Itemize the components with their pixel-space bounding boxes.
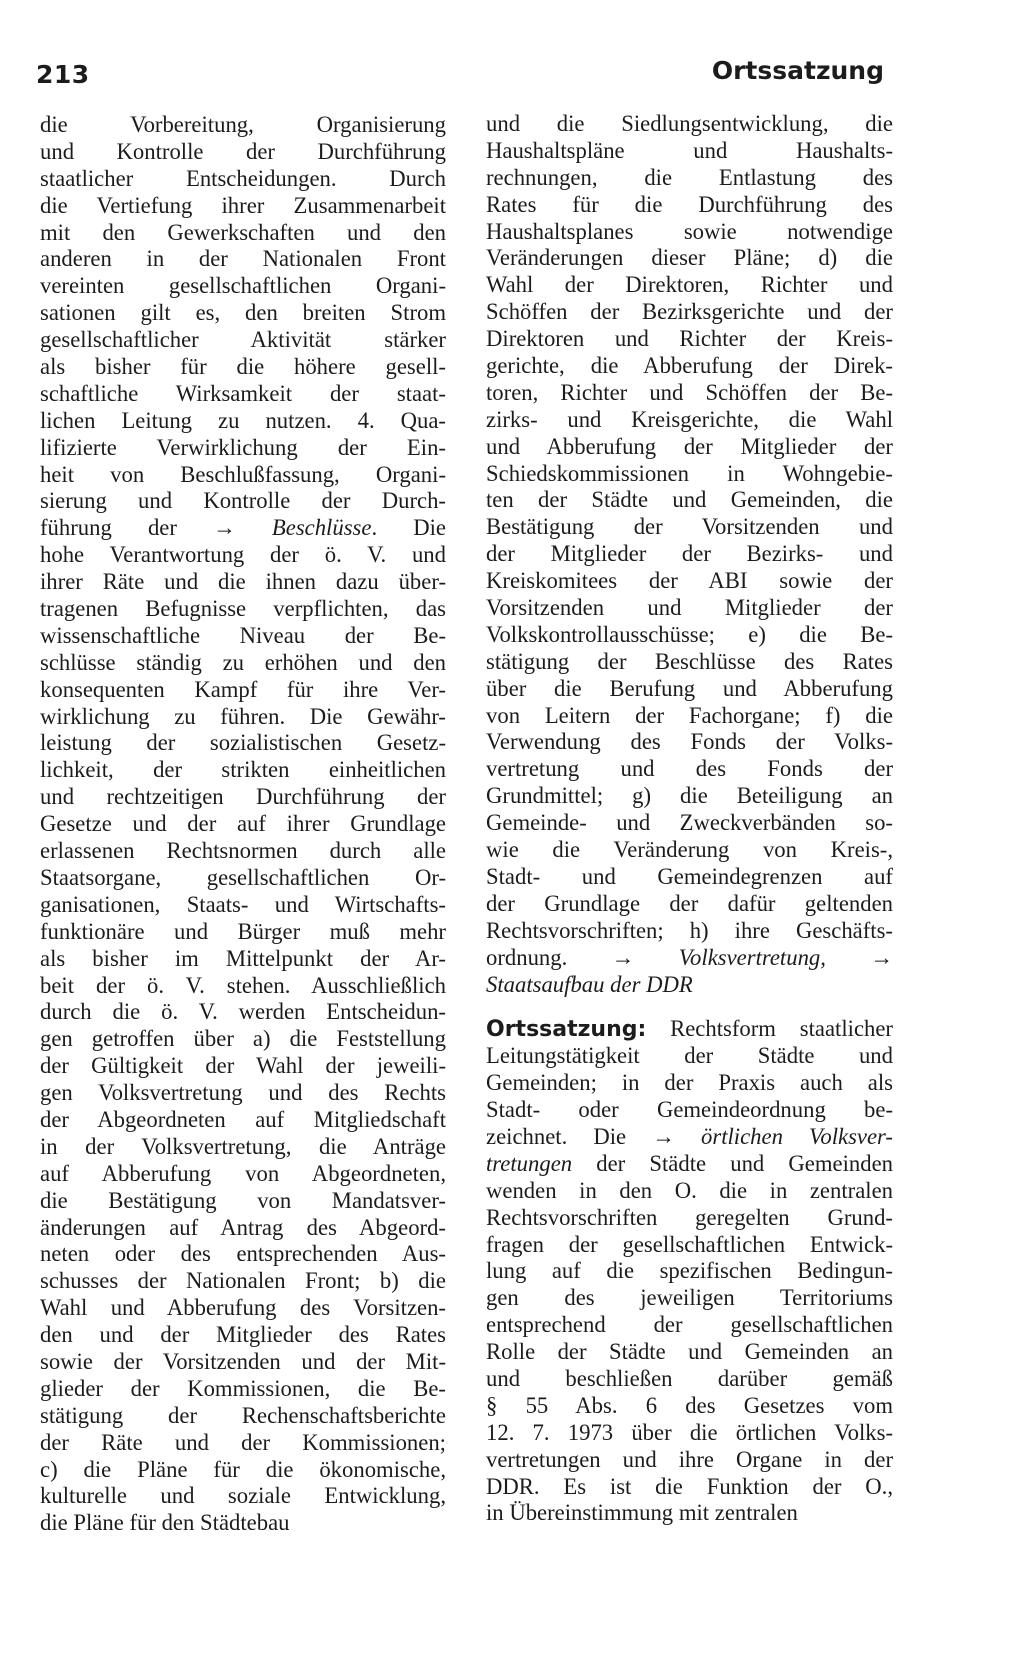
text-segment: entsprechend der gesellschaftlichen	[486, 1312, 893, 1338]
text-segment: kulturelle und soziale Entwicklung,	[40, 1483, 446, 1509]
text-line	[486, 272, 893, 299]
text-segment: gen des jeweiligen Territoriums	[486, 1285, 893, 1311]
text-line	[40, 1483, 446, 1510]
text-segment: der Abgeordneten auf Mitgliedschaft	[40, 1106, 446, 1132]
text-segment: § 55 Abs. 6 des Gesetzes vom	[486, 1392, 893, 1418]
text-segment: sationen gilt es, den breiten Strom	[40, 300, 446, 326]
text-line	[486, 165, 893, 192]
text-segment: der Gültigkeit der Wahl der jeweili-	[40, 1053, 446, 1079]
text-segment: schlüsse ständig zu erhöhen und den	[40, 649, 446, 675]
text-segment: auf Abberufung von Abgeordneten,	[40, 1160, 446, 1186]
text-segment: gerichte, die Abberufung der Direk-	[486, 353, 893, 379]
text-line	[486, 1339, 893, 1366]
text-line	[40, 1403, 446, 1430]
text-segment: hohe Verantwortung der ö. V. und	[40, 542, 446, 568]
text-segment: ihrer Räte und die ihnen dazu über-	[40, 569, 446, 595]
text-line	[486, 541, 893, 568]
text-line	[486, 138, 893, 165]
text-segment: in Übereinstimmung mit zentralen	[486, 1500, 798, 1526]
text-segment: der Mitglieder der Bezirks- und	[486, 541, 893, 567]
text-line	[40, 408, 446, 435]
text-segment: Rates für die Durchführung des	[486, 191, 893, 217]
text-segment: die Pläne für den Städtebau	[40, 1510, 290, 1536]
cross-reference: örtlichen Volksver-	[701, 1123, 893, 1149]
text-line	[40, 166, 446, 193]
text-line	[486, 353, 893, 380]
text-line	[486, 1393, 893, 1420]
text-line	[486, 783, 893, 810]
text-line	[486, 1258, 893, 1285]
arrow-icon: →	[213, 515, 272, 541]
text-segment: Bestätigung der Vorsitzenden und	[486, 514, 893, 540]
text-line	[40, 677, 446, 704]
entry-separator	[486, 998, 893, 1016]
text-line	[40, 757, 446, 784]
text-segment: wie die Veränderung von Kreis-,	[486, 837, 893, 863]
text-segment: stätigung der Beschlüsse des Rates	[486, 648, 893, 674]
text-line	[486, 1447, 893, 1474]
text-segment: 12. 7. 1973 über die örtlichen Volks-	[486, 1419, 893, 1445]
text-segment: Wahl und Abberufung des Vorsitzen-	[40, 1295, 446, 1321]
text-line	[40, 300, 446, 327]
text-segment: Haushaltsplanes sowie notwendige	[486, 218, 893, 244]
text-line	[486, 703, 893, 730]
text-segment: und rechtzeitigen Durchführung der	[40, 784, 446, 810]
text-segment: gen getroffen über a) die Feststellung	[40, 1026, 446, 1052]
text-segment: Verwendung des Fonds der Volks-	[486, 729, 893, 755]
text-segment: stätigung der Rechenschaftsberichte	[40, 1402, 446, 1428]
dictionary-entry	[486, 1016, 893, 1527]
cross-reference: tretungen	[486, 1150, 573, 1176]
right-column	[486, 111, 893, 1527]
text-segment: erlassenen Rechtsnormen durch alle	[40, 838, 446, 864]
text-line	[40, 1349, 446, 1376]
text-segment: vertretungen und ihre Organe in der	[486, 1446, 893, 1472]
text-segment: den und der Mitglieder des Rates	[40, 1322, 446, 1348]
text-segment: glieder der Kommissionen, die Be-	[40, 1375, 446, 1401]
text-line	[486, 326, 893, 353]
text-line	[40, 919, 446, 946]
text-segment: funktionäre und Bürger muß mehr	[40, 918, 446, 944]
text-segment: die Vorbereitung, Organisierung	[40, 112, 446, 137]
text-line	[40, 650, 446, 677]
text-segment: über die Berufung und Abberufung	[486, 675, 893, 701]
text-line	[486, 945, 893, 972]
text-segment: als bisher für die höhere gesell-	[40, 354, 446, 380]
text-line	[40, 515, 446, 542]
text-line	[486, 434, 893, 461]
text-line	[40, 1510, 446, 1537]
text-line	[40, 193, 446, 220]
text-line	[486, 891, 893, 918]
arrow-icon: →	[652, 1123, 702, 1149]
text-line	[40, 596, 446, 623]
text-line	[40, 462, 446, 489]
left-column	[40, 112, 446, 1537]
text-line	[40, 946, 446, 973]
text-line	[40, 838, 446, 865]
text-line	[486, 918, 893, 945]
text-line	[486, 245, 893, 272]
text-line	[40, 1457, 446, 1484]
text-line	[486, 837, 893, 864]
text-segment: Staatsorgane, gesellschaftlichen Or-	[40, 864, 446, 890]
text-segment: tragenen Befugnisse verpflichten, das	[40, 596, 446, 622]
text-segment: Direktoren und Richter der Kreis-	[486, 326, 893, 352]
text-line	[40, 1026, 446, 1053]
text-line	[40, 139, 446, 166]
text-line	[40, 865, 446, 892]
text-line	[40, 1053, 446, 1080]
page-number: 213	[36, 60, 90, 89]
text-line	[486, 514, 893, 541]
cross-reference: Staatsaufbau der DDR	[486, 971, 693, 997]
text-line	[40, 1161, 446, 1188]
text-segment: schusses der Nationalen Front; b) die	[40, 1268, 446, 1294]
text-segment: Kreiskomitees der ABI sowie der	[486, 568, 893, 594]
text-line	[486, 1500, 893, 1527]
text-segment: zeichnet. Die	[486, 1123, 653, 1149]
text-segment: Leitungstätigkeit der Städte und	[486, 1043, 893, 1069]
text-line	[486, 1151, 893, 1178]
cross-reference: Volksvertretung,	[678, 944, 826, 970]
text-segment: durch die ö. V. werden Entscheidun-	[40, 999, 446, 1025]
text-segment: Wahl der Direktoren, Richter und	[486, 272, 893, 298]
text-segment: →	[825, 944, 894, 970]
text-line	[486, 595, 893, 622]
text-line	[40, 892, 446, 919]
text-segment: zirks- und Kreisgerichte, die Wahl	[486, 406, 893, 432]
text-line	[40, 811, 446, 838]
text-line	[40, 730, 446, 757]
text-segment: Schöffen der Bezirksgerichte und der	[486, 299, 893, 325]
text-segment: der Städte und Gemeinden	[572, 1150, 893, 1176]
text-segment: schaftliche Wirksamkeit der staat-	[40, 380, 446, 406]
text-segment: heit von Beschlußfassung, Organi-	[40, 461, 446, 487]
text-segment: und Abberufung der Mitglieder der	[486, 433, 893, 459]
text-segment: Rolle der Städte und Gemeinden an	[486, 1339, 893, 1365]
text-line	[40, 354, 446, 381]
text-line	[40, 1107, 446, 1134]
text-segment: Vorsitzenden und Mitglieder der	[486, 595, 893, 621]
text-segment: änderungen auf Antrag des Abgeord-	[40, 1214, 446, 1240]
text-segment: Gesetze und der auf ihrer Grundlage	[40, 811, 446, 837]
text-segment: und beschließen darüber gemäß	[486, 1365, 893, 1391]
text-segment: sierung und Kontrolle der Durch-	[40, 488, 446, 514]
text-segment: die Bestätigung von Mandatsver-	[40, 1187, 446, 1213]
text-segment: vertretung und des Fonds der	[486, 756, 893, 782]
text-line	[486, 1016, 893, 1043]
text-segment: die Vertiefung ihrer Zusammenarbeit	[40, 192, 446, 218]
text-line	[40, 1322, 446, 1349]
text-line	[40, 999, 446, 1026]
text-segment: . Die	[371, 515, 446, 541]
text-segment: Veränderungen dieser Pläne; d) die	[486, 245, 893, 271]
text-segment: Stadt- oder Gemeindeordnung be-	[486, 1097, 893, 1123]
text-segment: wenden in den O. die in zentralen	[486, 1177, 893, 1203]
text-segment: und die Siedlungsentwicklung, die	[486, 111, 893, 136]
text-segment: gesellschaftlicher Aktivität stärker	[40, 327, 446, 353]
text-line	[486, 1097, 893, 1124]
text-segment: sowie der Vorsitzenden und der Mit-	[40, 1348, 446, 1374]
text-line	[486, 219, 893, 246]
text-segment: toren, Richter und Schöffen der Be-	[486, 379, 893, 405]
text-line	[40, 112, 446, 139]
text-segment: lung auf die spezifischen Bedingun-	[486, 1258, 893, 1284]
text-line	[486, 1312, 893, 1339]
text-line	[486, 1070, 893, 1097]
text-line	[486, 461, 893, 488]
text-segment: anderen in der Nationalen Front	[40, 246, 446, 272]
text-line	[486, 192, 893, 219]
text-segment: ordnung.	[486, 944, 612, 970]
text-line	[486, 1285, 893, 1312]
text-segment: Gemeinden; in der Praxis auch als	[486, 1070, 893, 1096]
text-segment: Haushaltspläne und Haushalts-	[486, 137, 893, 163]
text-line	[40, 784, 446, 811]
text-line	[486, 1043, 893, 1070]
text-line	[486, 1232, 893, 1259]
right-column-continuation	[486, 111, 893, 998]
text-line	[486, 729, 893, 756]
text-segment: ten der Städte und Gemeinden, die	[486, 487, 893, 513]
text-segment: neten oder des entsprechenden Aus-	[40, 1241, 446, 1267]
text-segment: DDR. Es ist die Funktion der O.,	[486, 1473, 893, 1499]
text-line	[486, 1178, 893, 1205]
text-line	[40, 704, 446, 731]
text-segment: in der Volksvertretung, die Anträge	[40, 1133, 446, 1159]
text-line	[40, 1188, 446, 1215]
text-segment: gen Volksvertretung und des Rechts	[40, 1080, 446, 1106]
text-segment: c) die Pläne für die ökonomische,	[40, 1456, 446, 1482]
text-line	[486, 487, 893, 514]
text-line	[40, 273, 446, 300]
text-line	[486, 864, 893, 891]
text-segment: fragen der gesellschaftlichen Entwick-	[486, 1231, 893, 1257]
text-line	[486, 649, 893, 676]
text-line	[486, 1420, 893, 1447]
text-segment: von Leitern der Fachorgane; f) die	[486, 702, 893, 728]
text-line	[486, 1124, 893, 1151]
text-segment: wissenschaftliche Niveau der Be-	[40, 622, 446, 648]
text-line	[40, 1215, 446, 1242]
text-segment: und Kontrolle der Durchführung	[40, 138, 446, 164]
text-line	[486, 407, 893, 434]
text-segment: der Räte und der Kommissionen;	[40, 1429, 446, 1455]
text-line	[40, 246, 446, 273]
text-segment: mit den Gewerkschaften und den	[40, 219, 446, 245]
text-segment: ganisationen, Staats- und Wirtschafts-	[40, 891, 446, 917]
text-segment: Gemeinde- und Zweckverbänden so-	[486, 810, 893, 836]
text-line	[486, 756, 893, 783]
text-line	[486, 972, 893, 999]
text-segment: konsequenten Kampf für ihre Ver-	[40, 676, 446, 702]
text-line	[40, 1376, 446, 1403]
text-segment: Rechtsvorschriften; h) ihre Geschäfts-	[486, 917, 893, 943]
text-segment: Volkskontrollausschüsse; e) die Be-	[486, 621, 893, 647]
text-line	[40, 1080, 446, 1107]
text-line	[486, 810, 893, 837]
text-segment: wirklichung zu führen. Die Gewähr-	[40, 703, 446, 729]
text-line	[486, 676, 893, 703]
text-line	[486, 1474, 893, 1501]
text-segment: Grundmittel; g) die Beteiligung an	[486, 783, 893, 809]
text-line	[40, 973, 446, 1000]
text-segment: lifizierte Verwirklichung der Ein-	[40, 434, 446, 460]
text-line	[40, 488, 446, 515]
text-segment: als bisher im Mittelpunkt der Ar-	[40, 945, 446, 971]
text-segment: der Grundlage der dafür geltenden	[486, 890, 893, 916]
cross-reference: Beschlüsse	[271, 515, 372, 541]
text-line	[40, 1268, 446, 1295]
text-line	[40, 381, 446, 408]
arrow-icon: →	[611, 944, 679, 970]
text-line	[40, 1430, 446, 1457]
text-line	[40, 623, 446, 650]
text-line	[486, 568, 893, 595]
text-line	[40, 542, 446, 569]
text-line	[486, 1205, 893, 1232]
text-line	[40, 1134, 446, 1161]
text-line	[486, 299, 893, 326]
text-line	[40, 1295, 446, 1322]
text-segment: Rechtsvorschriften geregelten Grund-	[486, 1204, 893, 1230]
text-line	[486, 111, 893, 138]
text-segment: Stadt- und Gemeindegrenzen auf	[486, 863, 893, 889]
text-segment: lichkeit, der strikten einheitlichen	[40, 757, 446, 783]
text-segment: führung der	[40, 515, 214, 541]
text-segment: vereinten gesellschaftlichen Organi-	[40, 273, 446, 299]
text-line	[40, 220, 446, 247]
text-line	[40, 569, 446, 596]
entry-headword: Ortssatzung:	[486, 1017, 647, 1043]
text-segment: beit der ö. V. stehen. Ausschließlich	[40, 972, 446, 998]
text-line	[40, 435, 446, 462]
text-segment: leistung der sozialistischen Gesetz-	[40, 730, 446, 756]
text-segment: staatlicher Entscheidungen. Durch	[40, 165, 446, 191]
text-line	[486, 380, 893, 407]
text-segment: rechnungen, die Entlastung des	[486, 164, 893, 190]
text-segment: lichen Leitung zu nutzen. 4. Qua-	[40, 407, 446, 433]
text-line	[40, 1241, 446, 1268]
text-segment: Rechtsform staatlicher	[670, 1016, 893, 1042]
text-line	[40, 327, 446, 354]
running-head: Ortssatzung	[711, 56, 884, 85]
text-segment: Schiedskommissionen in Wohngebie-	[486, 460, 893, 486]
text-line	[486, 1366, 893, 1393]
text-line	[486, 622, 893, 649]
